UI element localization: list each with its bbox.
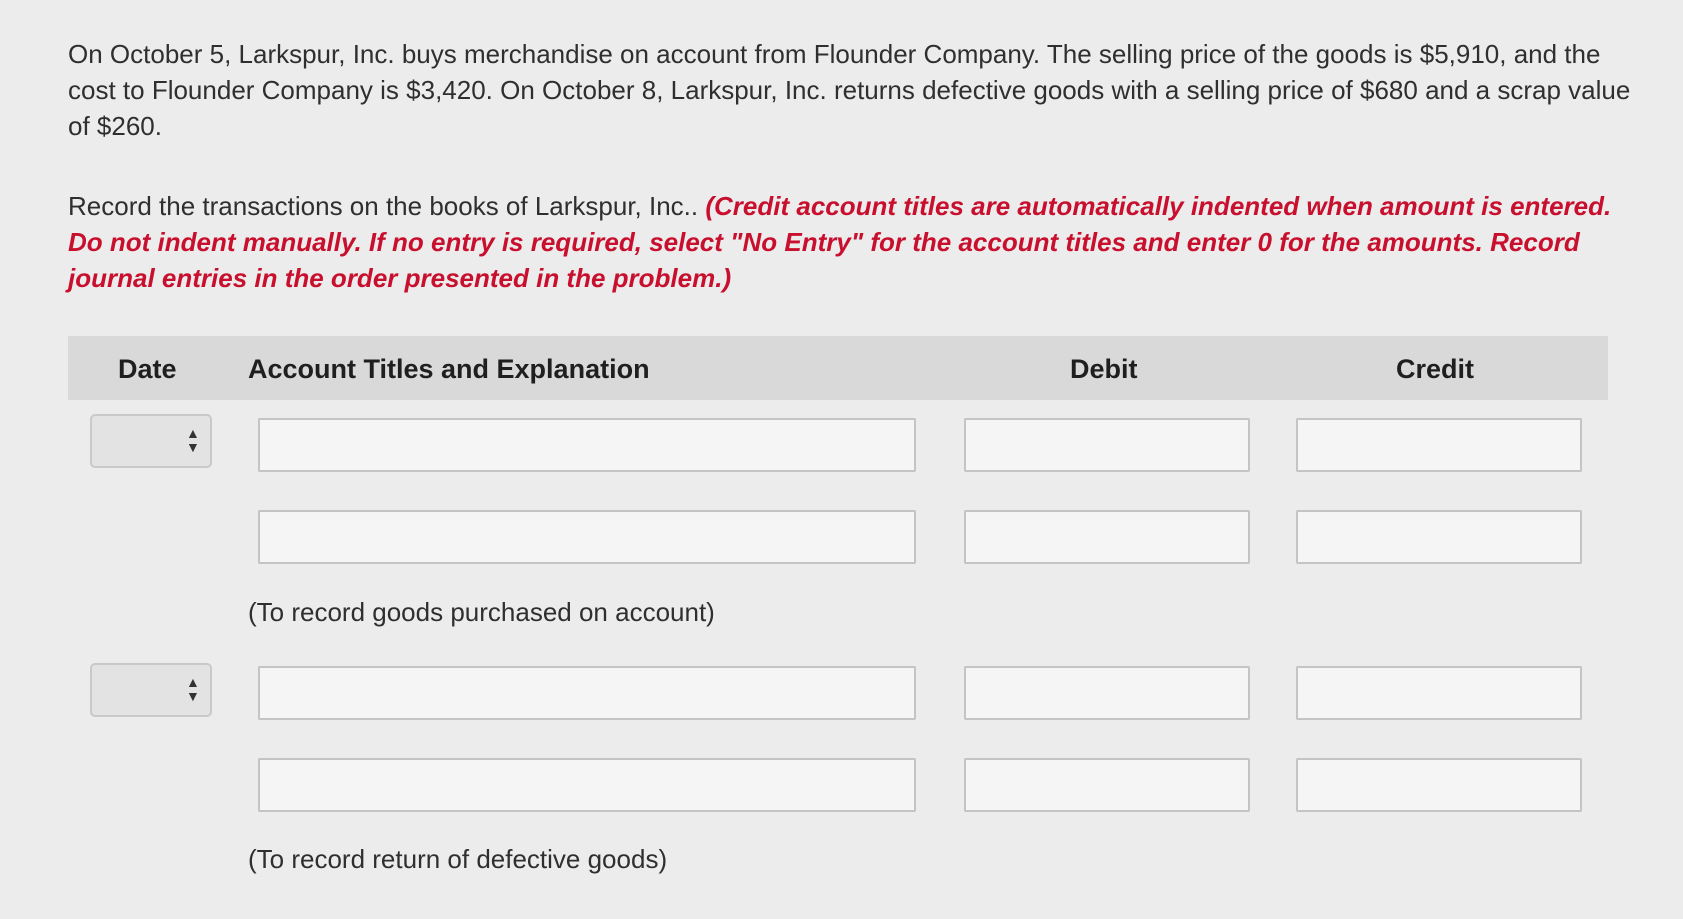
entry-1-line-2-account-input[interactable] — [258, 510, 916, 564]
instructions-lead: Record the transactions on the books of Larkspur, Inc.. — [68, 191, 706, 221]
entry-1-explanation: (To record goods purchased on account) — [248, 597, 715, 627]
entry-1-line-1-credit-input[interactable] — [1296, 418, 1582, 472]
entry-1-date-select[interactable] — [90, 414, 212, 468]
journal-table-header — [68, 336, 1608, 400]
entry-2-line-1-debit-input[interactable] — [964, 666, 1250, 720]
header-credit: Credit — [1396, 354, 1475, 384]
entry-2-line-2-credit-input[interactable] — [1296, 758, 1582, 812]
problem-statement: On October 5, Larkspur, Inc. buys merchandise on account from Flounder Company. The selling price of the goods is $5,910, and the cost to Flounder Company is $3,420. On October 8, Larkspur, Inc. returns defective goods with a selling price of $680 and a scrap value of $260. — [68, 39, 1631, 141]
header-account-titles: Account Titles and Explanation — [248, 354, 650, 384]
entry-1-line-2-debit-input[interactable] — [964, 510, 1250, 564]
entry-2-explanation: (To record return of defective goods) — [248, 844, 668, 874]
entry-2-line-1-account-input[interactable] — [258, 666, 916, 720]
entry-1-line-1-account-input[interactable] — [258, 418, 916, 472]
entry-1-line-1-debit-input[interactable] — [964, 418, 1250, 472]
instructions-emphasis: (Credit account titles are automatically indented when amount is entered. Do not indent manually. If no entry is required, select "No Entry" for the account titles and enter 0 for the amounts. Record journal entries in the order presented in the problem.) — [68, 191, 1612, 293]
entry-2-line-2-debit-input[interactable] — [964, 758, 1250, 812]
entry-2-date-select[interactable] — [90, 663, 212, 717]
entry-1-line-2-credit-input[interactable] — [1296, 510, 1582, 564]
instructions — [68, 188, 1638, 296]
up-down-arrows-icon: ▲ ▼ — [186, 425, 200, 455]
header-debit: Debit — [1070, 354, 1138, 384]
entry-2-line-2-account-input[interactable] — [258, 758, 916, 812]
header-date: Date — [118, 354, 177, 384]
entry-2-line-1-credit-input[interactable] — [1296, 666, 1582, 720]
up-down-arrows-icon: ▲ ▼ — [186, 674, 200, 704]
